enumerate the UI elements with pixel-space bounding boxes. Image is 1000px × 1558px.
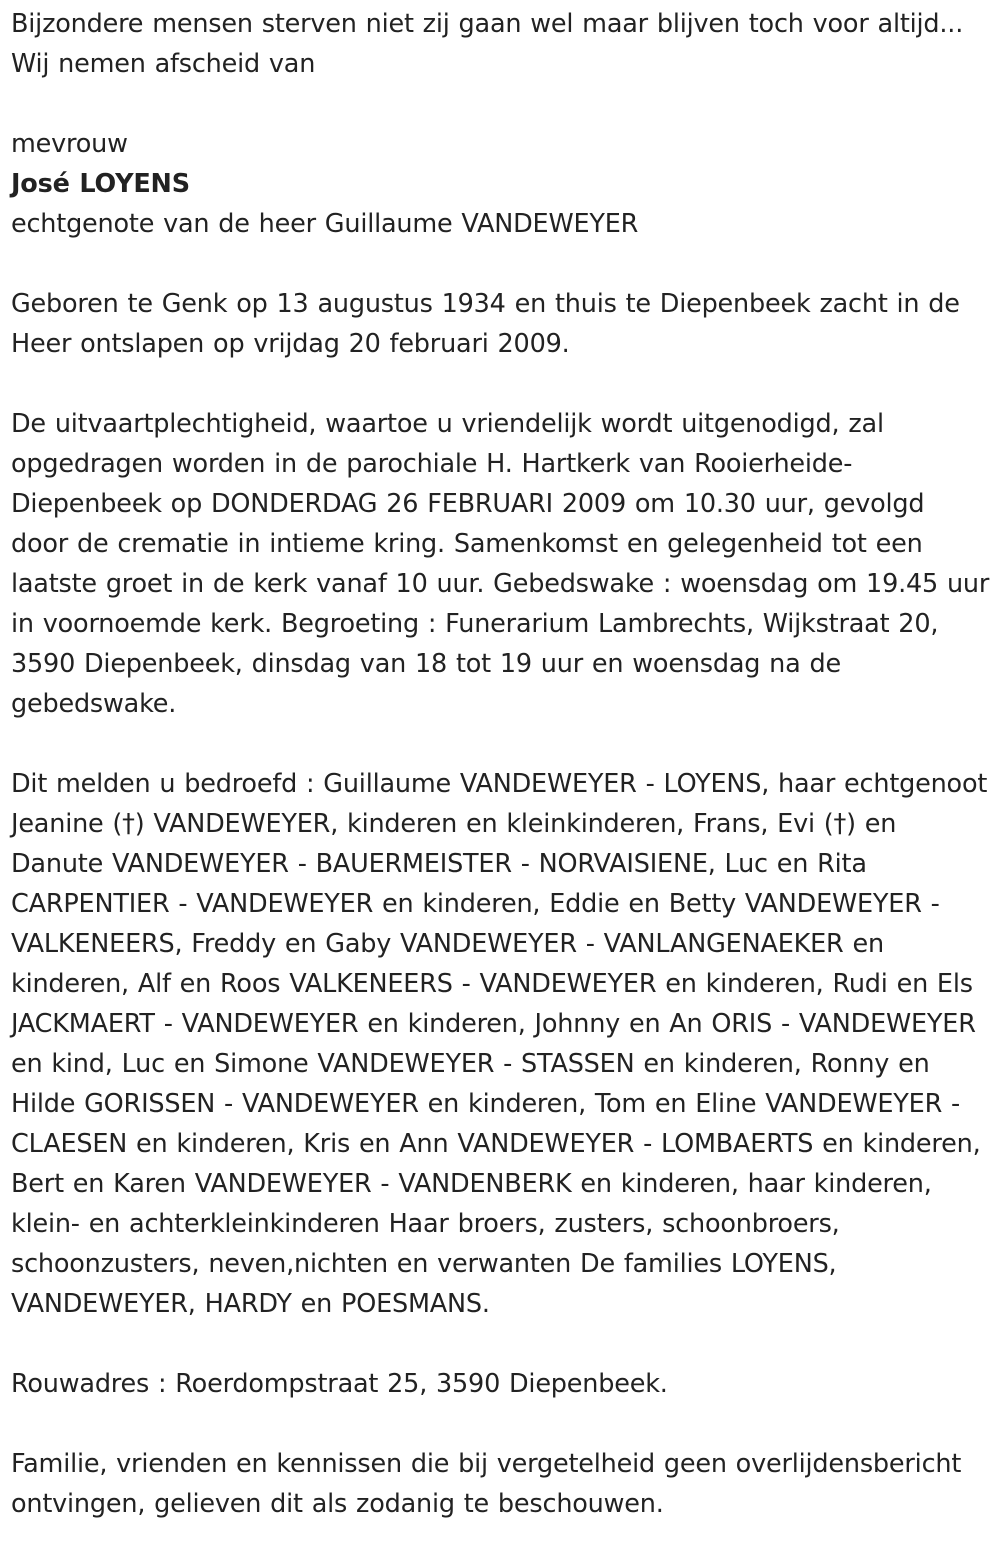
deceased-name: José LOYENS [11, 169, 190, 199]
spouse-line: echtgenote van de heer Guillaume VANDEWEYER [11, 209, 639, 239]
birth-death-paragraph: Geboren te Genk op 13 augustus 1934 en thuis te Diepenbeek zacht in de Heer ontslapen op vrijdag 20 februari 2009. [11, 289, 960, 359]
ceremony-paragraph: De uitvaartplechtigheid, waartoe u vriendelijk wordt uitgenodigd, zal opgedragen worden in de parochiale H. Hartkerk van Rooierheide-Diepenbeek op DONDERDAG 26 FEBRUARI 2009 om 10.30 uur, gevolgd door de crematie in intieme kring. Samenkomst en gelegenheid tot een laatste groet in de kerk vanaf 10 uur. Gebedswake : woensdag om 19.45 uur in voornoemde kerk. Begroeting : Funerarium Lambrechts, Wijkstraat 20, 3590 Diepenbeek, dinsdag van 18 tot 19 uur en woensdag na de gebedswake. [11, 409, 990, 719]
family-paragraph: Dit melden u bedroefd : Guillaume VANDEWEYER - LOYENS, haar echtgenoot Jeanine (†) VANDEWEYER, kinderen en kleinkinderen, Frans, Evi (†) en Danute VANDEWEYER - BAUERMEISTER - NORVAISIENE, Luc en Rita CARPENTIER - VANDEWEYER en kinderen, Eddie en Betty VANDEWEYER - VALKENEERS, Freddy en Gaby VANDEWEYER - VANLANGENAEKER en kinderen, Alf en Roos VALKENEERS - VANDEWEYER en kinderen, Rudi en Els JACKMAERT - VANDEWEYER en kinderen, Johnny en An ORIS - VANDEWEYER en kind, Luc en Simone VANDEWEYER - STASSEN en kinderen, Ronny en Hilde GORISSEN - VANDEWEYER en kinderen, Tom en Eline VANDEWEYER - CLAESEN en kinderen, Kris en Ann VANDEWEYER - LOMBAERTS en kinderen, Bert en Karen VANDEWEYER - VANDENBERK en kinderen, haar kinderen, klein- en achterkleinkinderen Haar broers, zusters, schoonbroers, schoonzusters, neven,nichten en verwanten De families LOYENS, VANDEWEYER, HARDY en POESMANS. [11, 769, 988, 1319]
honorific: mevrouw [11, 129, 128, 159]
mourning-address: Rouwadres : Roerdompstraat 25, 3590 Diepenbeek. [11, 1369, 668, 1399]
intro-paragraph: Bijzondere mensen sterven niet zij gaan wel maar blijven toch voor altijd... Wij nemen afscheid van [11, 9, 964, 79]
closing-paragraph: Familie, vrienden en kennissen die bij vergetelheid geen overlijdensbericht ontvingen, gelieven dit als zodanig te beschouwen. [11, 1449, 962, 1519]
